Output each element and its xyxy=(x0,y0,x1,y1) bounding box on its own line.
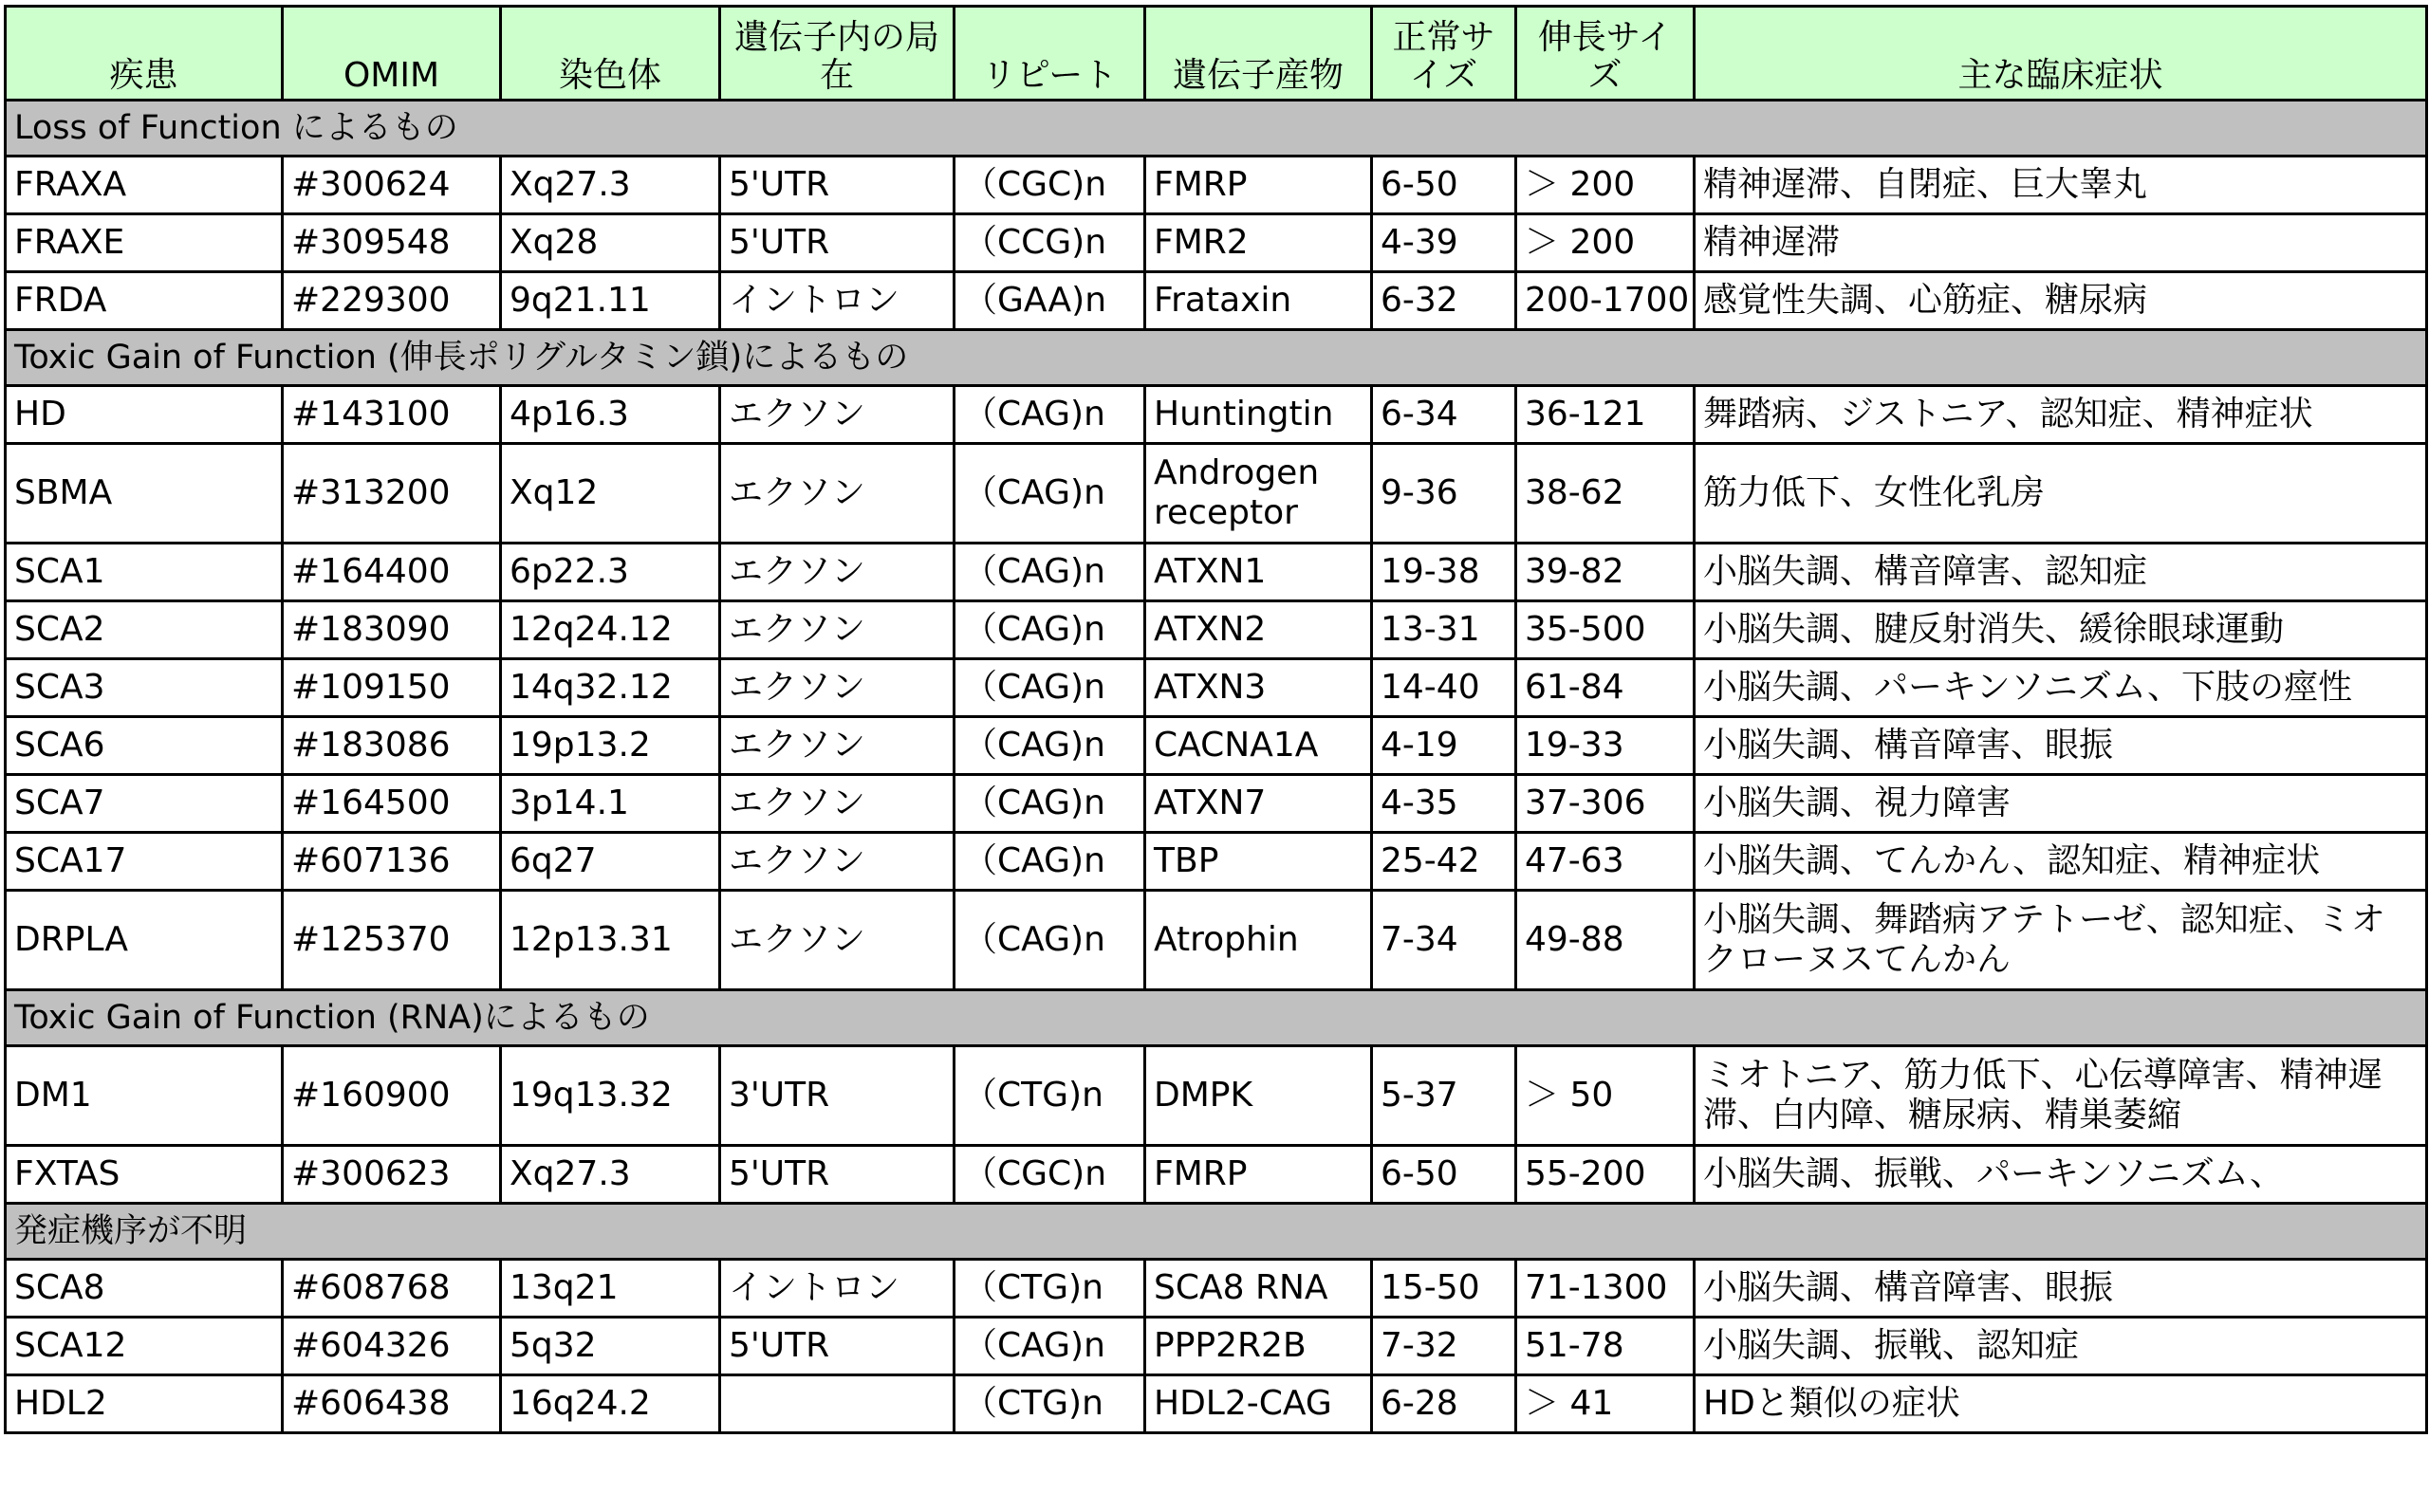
cell-product: DMPK xyxy=(1145,1046,1372,1146)
table-row xyxy=(6,891,2427,990)
cell-chromosome: Xq27.3 xyxy=(501,157,720,214)
table-row xyxy=(6,386,2427,444)
cell-location: エクソン xyxy=(720,659,955,717)
cell-product: ATXN2 xyxy=(1145,601,1372,659)
cell-expanded-size: 38-62 xyxy=(1516,444,1695,544)
cell-symptoms: 小脳失調、構音障害、眼振 xyxy=(1695,717,2427,775)
table-row xyxy=(6,1146,2427,1204)
cell-symptoms: 感覚性失調、心筋症、糖尿病 xyxy=(1695,272,2427,330)
cell-symptoms: 小脳失調、てんかん、認知症、精神症状 xyxy=(1695,833,2427,891)
cell-normal-size: 19-38 xyxy=(1372,544,1516,601)
cell-disease: SCA8 xyxy=(6,1260,283,1318)
cell-normal-size: 4-35 xyxy=(1372,775,1516,833)
cell-symptoms: 精神遅滞 xyxy=(1695,214,2427,272)
cell-omim: #164400 xyxy=(283,544,501,601)
table-row xyxy=(6,1318,2427,1375)
cell-location: 5'UTR xyxy=(720,157,955,214)
table-row xyxy=(6,444,2427,544)
cell-repeat: （GAA)n xyxy=(955,272,1145,330)
cell-product: Atrophin xyxy=(1145,891,1372,990)
table-row xyxy=(6,601,2427,659)
cell-expanded-size: ＞ 200 xyxy=(1516,157,1695,214)
cell-chromosome: 5q32 xyxy=(501,1318,720,1375)
cell-normal-size: 4-19 xyxy=(1372,717,1516,775)
repeat-disease-table xyxy=(4,5,2428,1434)
cell-omim: #183090 xyxy=(283,601,501,659)
cell-repeat: （CAG)n xyxy=(955,659,1145,717)
cell-chromosome: 9q21.11 xyxy=(501,272,720,330)
table-container xyxy=(4,5,2425,1434)
cell-repeat: （CTG)n xyxy=(955,1375,1145,1433)
cell-location: エクソン xyxy=(720,544,955,601)
cell-repeat: （CAG)n xyxy=(955,717,1145,775)
cell-product: TBP xyxy=(1145,833,1372,891)
cell-disease: FRAXA xyxy=(6,157,283,214)
table-row xyxy=(6,544,2427,601)
cell-symptoms: 精神遅滞、自閉症、巨大睾丸 xyxy=(1695,157,2427,214)
table-body xyxy=(6,101,2427,1433)
cell-symptoms: 小脳失調、腱反射消失、緩徐眼球運動 xyxy=(1695,601,2427,659)
cell-omim: #607136 xyxy=(283,833,501,891)
group-header-row xyxy=(6,330,2427,386)
cell-symptoms: 小脳失調、構音障害、眼振 xyxy=(1695,1260,2427,1318)
cell-disease: SCA12 xyxy=(6,1318,283,1375)
cell-location: エクソン xyxy=(720,717,955,775)
cell-normal-size: 4-39 xyxy=(1372,214,1516,272)
cell-repeat: （CAG)n xyxy=(955,601,1145,659)
table-row xyxy=(6,1046,2427,1146)
cell-location: エクソン xyxy=(720,833,955,891)
cell-expanded-size: 35-500 xyxy=(1516,601,1695,659)
cell-omim: #164500 xyxy=(283,775,501,833)
cell-location: エクソン xyxy=(720,601,955,659)
cell-chromosome: 12q24.12 xyxy=(501,601,720,659)
header-normal-size: 正常サイズ xyxy=(1372,7,1516,101)
header-row xyxy=(6,7,2427,101)
cell-expanded-size: 49-88 xyxy=(1516,891,1695,990)
cell-omim: #604326 xyxy=(283,1318,501,1375)
cell-chromosome: Xq28 xyxy=(501,214,720,272)
table-row xyxy=(6,775,2427,833)
cell-expanded-size: ＞ 50 xyxy=(1516,1046,1695,1146)
table-row xyxy=(6,214,2427,272)
cell-expanded-size: 51-78 xyxy=(1516,1318,1695,1375)
cell-chromosome: 3p14.1 xyxy=(501,775,720,833)
cell-product: Huntingtin xyxy=(1145,386,1372,444)
cell-repeat: （CGC)n xyxy=(955,157,1145,214)
cell-symptoms: 筋力低下、女性化乳房 xyxy=(1695,444,2427,544)
cell-symptoms: 小脳失調、構音障害、認知症 xyxy=(1695,544,2427,601)
table-row xyxy=(6,659,2427,717)
cell-repeat: （CAG)n xyxy=(955,775,1145,833)
cell-repeat: （CAG)n xyxy=(955,891,1145,990)
cell-normal-size: 13-31 xyxy=(1372,601,1516,659)
cell-repeat: （CAG)n xyxy=(955,544,1145,601)
cell-location: エクソン xyxy=(720,775,955,833)
cell-normal-size: 7-34 xyxy=(1372,891,1516,990)
cell-symptoms: 小脳失調、振戦、認知症 xyxy=(1695,1318,2427,1375)
cell-omim: #313200 xyxy=(283,444,501,544)
cell-expanded-size: ＞ 41 xyxy=(1516,1375,1695,1433)
cell-disease: SCA2 xyxy=(6,601,283,659)
group-header-row xyxy=(6,990,2427,1046)
cell-location: エクソン xyxy=(720,891,955,990)
cell-normal-size: 7-32 xyxy=(1372,1318,1516,1375)
cell-disease: DM1 xyxy=(6,1046,283,1146)
table-row xyxy=(6,1260,2427,1318)
cell-normal-size: 14-40 xyxy=(1372,659,1516,717)
cell-normal-size: 5-37 xyxy=(1372,1046,1516,1146)
cell-product: ATXN3 xyxy=(1145,659,1372,717)
cell-location xyxy=(720,1375,955,1433)
group-title: 発症機序が不明 xyxy=(6,1204,2427,1260)
cell-product: ATXN7 xyxy=(1145,775,1372,833)
cell-repeat: （CAG)n xyxy=(955,1318,1145,1375)
cell-disease: SCA1 xyxy=(6,544,283,601)
table-row xyxy=(6,717,2427,775)
cell-location: エクソン xyxy=(720,444,955,544)
cell-expanded-size: 61-84 xyxy=(1516,659,1695,717)
cell-expanded-size: 55-200 xyxy=(1516,1146,1695,1204)
group-title: Loss of Function によるもの xyxy=(6,101,2427,157)
cell-chromosome: 12p13.31 xyxy=(501,891,720,990)
cell-normal-size: 6-28 xyxy=(1372,1375,1516,1433)
cell-chromosome: Xq12 xyxy=(501,444,720,544)
cell-symptoms: 舞踏病、ジストニア、認知症、精神症状 xyxy=(1695,386,2427,444)
cell-location: 5'UTR xyxy=(720,214,955,272)
cell-disease: FRDA xyxy=(6,272,283,330)
group-title: Toxic Gain of Function (伸長ポリグルタミン鎖)によるもの xyxy=(6,330,2427,386)
table-row xyxy=(6,272,2427,330)
cell-disease: DRPLA xyxy=(6,891,283,990)
cell-product: FMRP xyxy=(1145,1146,1372,1204)
cell-product: ATXN1 xyxy=(1145,544,1372,601)
cell-disease: SCA7 xyxy=(6,775,283,833)
cell-chromosome: Xq27.3 xyxy=(501,1146,720,1204)
cell-expanded-size: 19-33 xyxy=(1516,717,1695,775)
cell-chromosome: 16q24.2 xyxy=(501,1375,720,1433)
cell-disease: FXTAS xyxy=(6,1146,283,1204)
cell-location: イントロン xyxy=(720,1260,955,1318)
cell-symptoms: 小脳失調、舞踏病アテトーゼ、認知症、ミオクローヌスてんかん xyxy=(1695,891,2427,990)
cell-chromosome: 19q13.32 xyxy=(501,1046,720,1146)
cell-symptoms: 小脳失調、振戦、パーキンソニズム、 xyxy=(1695,1146,2427,1204)
cell-disease: SCA3 xyxy=(6,659,283,717)
cell-omim: #109150 xyxy=(283,659,501,717)
cell-normal-size: 6-50 xyxy=(1372,1146,1516,1204)
cell-repeat: （CAG)n xyxy=(955,833,1145,891)
cell-omim: #125370 xyxy=(283,891,501,990)
cell-omim: #183086 xyxy=(283,717,501,775)
cell-product: SCA8 RNA xyxy=(1145,1260,1372,1318)
cell-disease: HD xyxy=(6,386,283,444)
cell-expanded-size: 71-1300 xyxy=(1516,1260,1695,1318)
cell-normal-size: 6-32 xyxy=(1372,272,1516,330)
cell-repeat: （CGC)n xyxy=(955,1146,1145,1204)
cell-expanded-size: ＞ 200 xyxy=(1516,214,1695,272)
cell-disease: SBMA xyxy=(6,444,283,544)
cell-expanded-size: 37-306 xyxy=(1516,775,1695,833)
cell-location: 3'UTR xyxy=(720,1046,955,1146)
cell-chromosome: 6q27 xyxy=(501,833,720,891)
cell-omim: #606438 xyxy=(283,1375,501,1433)
cell-product: FMR2 xyxy=(1145,214,1372,272)
header-symptoms: 主な臨床症状 xyxy=(1695,7,2427,101)
cell-repeat: （CAG)n xyxy=(955,386,1145,444)
cell-chromosome: 6p22.3 xyxy=(501,544,720,601)
cell-omim: #300623 xyxy=(283,1146,501,1204)
cell-product: FMRP xyxy=(1145,157,1372,214)
header-location: 遺伝子内の局在 xyxy=(720,7,955,101)
cell-product: HDL2-CAG xyxy=(1145,1375,1372,1433)
cell-symptoms: ミオトニア、筋力低下、心伝導障害、精神遅滞、白内障、糖尿病、精巣萎縮 xyxy=(1695,1046,2427,1146)
group-title: Toxic Gain of Function (RNA)によるもの xyxy=(6,990,2427,1046)
cell-normal-size: 9-36 xyxy=(1372,444,1516,544)
header-omim: OMIM xyxy=(283,7,501,101)
cell-expanded-size: 39-82 xyxy=(1516,544,1695,601)
cell-normal-size: 15-50 xyxy=(1372,1260,1516,1318)
cell-disease: FRAXE xyxy=(6,214,283,272)
cell-expanded-size: 47-63 xyxy=(1516,833,1695,891)
header-expanded-size: 伸長サイズ xyxy=(1516,7,1695,101)
table-row xyxy=(6,1375,2427,1433)
cell-location: エクソン xyxy=(720,386,955,444)
cell-location: イントロン xyxy=(720,272,955,330)
cell-product: Frataxin xyxy=(1145,272,1372,330)
cell-omim: #229300 xyxy=(283,272,501,330)
header-product: 遺伝子産物 xyxy=(1145,7,1372,101)
cell-omim: #309548 xyxy=(283,214,501,272)
cell-product: PPP2R2B xyxy=(1145,1318,1372,1375)
table-row xyxy=(6,157,2427,214)
cell-disease: SCA6 xyxy=(6,717,283,775)
cell-expanded-size: 200-1700 xyxy=(1516,272,1695,330)
cell-repeat: （CTG)n xyxy=(955,1046,1145,1146)
cell-symptoms: 小脳失調、視力障害 xyxy=(1695,775,2427,833)
cell-disease: SCA17 xyxy=(6,833,283,891)
cell-chromosome: 14q32.12 xyxy=(501,659,720,717)
header-chromosome: 染色体 xyxy=(501,7,720,101)
cell-chromosome: 13q21 xyxy=(501,1260,720,1318)
cell-omim: #160900 xyxy=(283,1046,501,1146)
group-header-row xyxy=(6,1204,2427,1260)
cell-product: CACNA1A xyxy=(1145,717,1372,775)
cell-omim: #608768 xyxy=(283,1260,501,1318)
cell-omim: #300624 xyxy=(283,157,501,214)
cell-repeat: （CCG)n xyxy=(955,214,1145,272)
cell-expanded-size: 36-121 xyxy=(1516,386,1695,444)
cell-location: 5'UTR xyxy=(720,1318,955,1375)
cell-product: Androgen receptor xyxy=(1145,444,1372,544)
cell-chromosome: 19p13.2 xyxy=(501,717,720,775)
cell-location: 5'UTR xyxy=(720,1146,955,1204)
cell-omim: #143100 xyxy=(283,386,501,444)
group-header-row xyxy=(6,101,2427,157)
cell-symptoms: HDと類似の症状 xyxy=(1695,1375,2427,1433)
cell-repeat: （CAG)n xyxy=(955,444,1145,544)
cell-chromosome: 4p16.3 xyxy=(501,386,720,444)
cell-repeat: （CTG)n xyxy=(955,1260,1145,1318)
cell-disease: HDL2 xyxy=(6,1375,283,1433)
header-repeat: リピート xyxy=(955,7,1145,101)
header-disease: 疾患 xyxy=(6,7,283,101)
cell-normal-size: 6-50 xyxy=(1372,157,1516,214)
cell-normal-size: 6-34 xyxy=(1372,386,1516,444)
cell-normal-size: 25-42 xyxy=(1372,833,1516,891)
table-row xyxy=(6,833,2427,891)
cell-symptoms: 小脳失調、パーキンソニズム、下肢の痙性 xyxy=(1695,659,2427,717)
